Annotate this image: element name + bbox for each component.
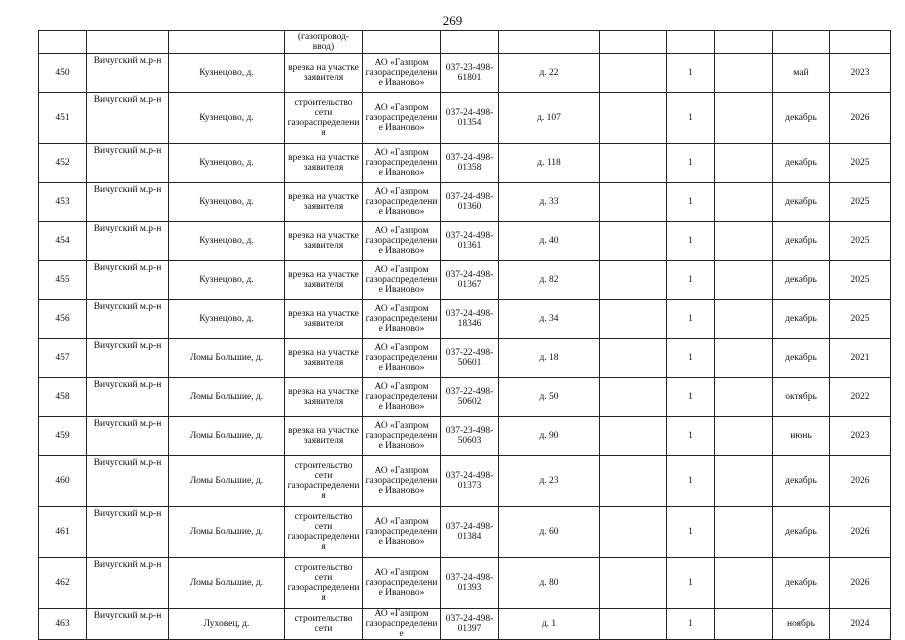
table-row (39, 261, 891, 300)
table-row (39, 93, 891, 144)
cell-org: АО «Газпром газораспределение Иваново» (363, 339, 441, 378)
cell-month: декабрь (773, 339, 830, 378)
cell-code: 037-23-498-50603 (441, 417, 499, 456)
cell-no: 459 (39, 417, 87, 456)
cell-org: АО «Газпром газораспределение Иваново» (363, 54, 441, 93)
cell-no: 451 (39, 93, 87, 144)
cell-house: д. 118 (499, 144, 600, 183)
cell-year: 2026 (830, 558, 891, 609)
cell-no: 460 (39, 456, 87, 507)
cell-year: 2022 (830, 378, 891, 417)
table-row (39, 339, 891, 378)
cell-house: д. 60 (499, 507, 600, 558)
cell-house: д. 40 (499, 222, 600, 261)
cell-empty (600, 54, 667, 93)
cell-month (773, 31, 830, 54)
cell-empty (715, 456, 773, 507)
cell-empty (715, 31, 773, 54)
cell-house: д. 33 (499, 183, 600, 222)
cell-empty (600, 183, 667, 222)
cell-work: врезка на участке заявителя (285, 339, 363, 378)
cell-locality: Ломы Большие, д. (169, 378, 285, 417)
cell-work: врезка на участке заявителя (285, 300, 363, 339)
cell-district: Вичугский м.р-н (87, 300, 169, 339)
cell-month: декабрь (773, 300, 830, 339)
cell-empty (600, 609, 667, 640)
cell-year: 2025 (830, 144, 891, 183)
cell-year: 2021 (830, 339, 891, 378)
cell-no: 456 (39, 300, 87, 339)
cell-org: АО «Газпром газораспределение Иваново» (363, 222, 441, 261)
cell-empty (715, 222, 773, 261)
cell-code: 037-24-498-01354 (441, 93, 499, 144)
cell-qty (667, 31, 715, 54)
cell-qty: 1 (667, 558, 715, 609)
cell-code: 037-24-498-01361 (441, 222, 499, 261)
cell-locality: Кузнецово, д. (169, 183, 285, 222)
cell-locality: Кузнецово, д. (169, 54, 285, 93)
cell-work: врезка на участке заявителя (285, 261, 363, 300)
cell-empty (715, 183, 773, 222)
cell-org: АО «Газпром газораспределение Иваново» (363, 507, 441, 558)
cell-locality (169, 31, 285, 54)
cell-org: АО «Газпром газораспределение Иваново» (363, 456, 441, 507)
cell-month: июнь (773, 417, 830, 456)
cell-no: 458 (39, 378, 87, 417)
cell-org: АО «Газпром газораспределение Иваново» (363, 93, 441, 144)
cell-empty (600, 417, 667, 456)
cell-district: Вичугский м.р-н (87, 261, 169, 300)
cell-locality: Кузнецово, д. (169, 144, 285, 183)
cell-district: Вичугский м.р-н (87, 507, 169, 558)
cell-org: АО «Газпром газораспределение Иваново» (363, 183, 441, 222)
cell-empty (715, 93, 773, 144)
cell-code: 037-24-498-01367 (441, 261, 499, 300)
cell-empty (600, 222, 667, 261)
cell-year: 2026 (830, 93, 891, 144)
cell-code: 037-22-498-50602 (441, 378, 499, 417)
cell-house: д. 23 (499, 456, 600, 507)
cell-qty: 1 (667, 144, 715, 183)
cell-month: декабрь (773, 507, 830, 558)
cell-year: 2026 (830, 456, 891, 507)
cell-locality: Кузнецово, д. (169, 300, 285, 339)
cell-work: врезка на участке заявителя (285, 183, 363, 222)
gas-connection-table (38, 30, 891, 640)
cell-month: ноябрь (773, 609, 830, 640)
cell-year: 2023 (830, 54, 891, 93)
cell-empty (600, 261, 667, 300)
cell-month: декабрь (773, 456, 830, 507)
cell-work: (газопровод- ввод) (285, 31, 363, 54)
cell-month: декабрь (773, 558, 830, 609)
cell-code: 037-23-498-61801 (441, 54, 499, 93)
table-body (39, 31, 891, 640)
cell-district: Вичугский м.р-н (87, 609, 169, 640)
cell-no: 462 (39, 558, 87, 609)
cell-qty: 1 (667, 456, 715, 507)
cell-empty (715, 417, 773, 456)
cell-district: Вичугский м.р-н (87, 456, 169, 507)
cell-district: Вичугский м.р-н (87, 378, 169, 417)
cell-org: АО «Газпром газораспределение Иваново» (363, 558, 441, 609)
cell-house: д. 50 (499, 378, 600, 417)
cell-month: май (773, 54, 830, 93)
cell-empty (715, 300, 773, 339)
cell-locality: Ломы Большие, д. (169, 339, 285, 378)
cell-empty (600, 558, 667, 609)
cell-month: декабрь (773, 144, 830, 183)
cell-org: АО «Газпром газораспределение (363, 609, 441, 640)
cell-org: АО «Газпром газораспределение Иваново» (363, 300, 441, 339)
cell-month: декабрь (773, 222, 830, 261)
cell-no: 450 (39, 54, 87, 93)
cell-district (87, 31, 169, 54)
cell-code: 037-24-498-18346 (441, 300, 499, 339)
cell-empty (715, 339, 773, 378)
cell-empty (600, 93, 667, 144)
cell-code: 037-24-498-01384 (441, 507, 499, 558)
cell-month: декабрь (773, 93, 830, 144)
cell-locality: Ломы Большие, д. (169, 558, 285, 609)
cell-qty: 1 (667, 261, 715, 300)
table-row (39, 558, 891, 609)
cell-work: строительство сети газораспределения (285, 558, 363, 609)
cell-district: Вичугский м.р-н (87, 339, 169, 378)
cell-district: Вичугский м.р-н (87, 222, 169, 261)
table-row (39, 417, 891, 456)
cell-locality: Кузнецово, д. (169, 222, 285, 261)
cell-qty: 1 (667, 378, 715, 417)
cell-empty (715, 261, 773, 300)
cell-empty (600, 31, 667, 54)
cell-year: 2025 (830, 261, 891, 300)
cell-month: декабрь (773, 261, 830, 300)
table-row (39, 144, 891, 183)
cell-empty (715, 609, 773, 640)
cell-no: 455 (39, 261, 87, 300)
cell-no: 461 (39, 507, 87, 558)
cell-year: 2023 (830, 417, 891, 456)
table-row (39, 456, 891, 507)
cell-locality: Ломы Большие, д. (169, 507, 285, 558)
cell-code (441, 31, 499, 54)
cell-no: 453 (39, 183, 87, 222)
cell-qty: 1 (667, 222, 715, 261)
cell-qty: 1 (667, 609, 715, 640)
cell-district: Вичугский м.р-н (87, 417, 169, 456)
gas-connection-table-wrap (38, 30, 891, 640)
cell-locality: Кузнецово, д. (169, 261, 285, 300)
cell-locality: Кузнецово, д. (169, 93, 285, 144)
cell-empty (715, 507, 773, 558)
cell-month: декабрь (773, 183, 830, 222)
cell-code: 037-24-498-01397 (441, 609, 499, 640)
cell-code: 037-24-498-01360 (441, 183, 499, 222)
cell-work: врезка на участке заявителя (285, 378, 363, 417)
cell-house: д. 82 (499, 261, 600, 300)
table-row (39, 609, 891, 640)
cell-year: 2025 (830, 222, 891, 261)
cell-year (830, 31, 891, 54)
cell-house: д. 22 (499, 54, 600, 93)
cell-month: октябрь (773, 378, 830, 417)
cell-work: строительство сети газораспределения (285, 507, 363, 558)
cell-no: 463 (39, 609, 87, 640)
cell-no: 457 (39, 339, 87, 378)
cell-no (39, 31, 87, 54)
table-row (39, 222, 891, 261)
cell-no: 452 (39, 144, 87, 183)
cell-empty (715, 378, 773, 417)
cell-year: 2025 (830, 183, 891, 222)
cell-empty (600, 300, 667, 339)
cell-empty (600, 144, 667, 183)
cell-org (363, 31, 441, 54)
cell-district: Вичугский м.р-н (87, 183, 169, 222)
cell-empty (715, 54, 773, 93)
table-row (39, 378, 891, 417)
cell-year: 2025 (830, 300, 891, 339)
cell-district: Вичугский м.р-н (87, 93, 169, 144)
cell-code: 037-24-498-01358 (441, 144, 499, 183)
cell-org: АО «Газпром газораспределение Иваново» (363, 144, 441, 183)
cell-empty (600, 456, 667, 507)
table-row (39, 183, 891, 222)
cell-locality: Ломы Большие, д. (169, 417, 285, 456)
cell-code: 037-24-498-01393 (441, 558, 499, 609)
cell-empty (600, 378, 667, 417)
cell-district: Вичугский м.р-н (87, 54, 169, 93)
cell-org: АО «Газпром газораспределение Иваново» (363, 417, 441, 456)
table-row (39, 54, 891, 93)
cell-house (499, 31, 600, 54)
cell-work: врезка на участке заявителя (285, 54, 363, 93)
cell-year: 2026 (830, 507, 891, 558)
cell-code: 037-24-498-01373 (441, 456, 499, 507)
cell-qty: 1 (667, 54, 715, 93)
cell-work: строительство сети газораспределения (285, 93, 363, 144)
cell-qty: 1 (667, 183, 715, 222)
cell-work: врезка на участке заявителя (285, 144, 363, 183)
cell-empty (600, 507, 667, 558)
cell-house: д. 34 (499, 300, 600, 339)
cell-qty: 1 (667, 339, 715, 378)
cell-qty: 1 (667, 507, 715, 558)
cell-house: д. 1 (499, 609, 600, 640)
cell-locality: Луховец, д. (169, 609, 285, 640)
cell-locality: Ломы Большие, д. (169, 456, 285, 507)
cell-empty (715, 144, 773, 183)
page-number: 269 (442, 13, 463, 28)
cell-qty: 1 (667, 93, 715, 144)
cell-house: д. 107 (499, 93, 600, 144)
cell-district: Вичугский м.р-н (87, 144, 169, 183)
cell-work: строительство сети газораспределения (285, 456, 363, 507)
continuation-row (39, 31, 891, 54)
cell-qty: 1 (667, 300, 715, 339)
cell-year: 2024 (830, 609, 891, 640)
cell-house: д. 80 (499, 558, 600, 609)
cell-org: АО «Газпром газораспределение Иваново» (363, 261, 441, 300)
cell-org: АО «Газпром газораспределение Иваново» (363, 378, 441, 417)
cell-work: врезка на участке заявителя (285, 222, 363, 261)
cell-no: 454 (39, 222, 87, 261)
cell-empty (600, 339, 667, 378)
table-row (39, 300, 891, 339)
cell-district: Вичугский м.р-н (87, 558, 169, 609)
cell-empty (715, 558, 773, 609)
cell-house: д. 18 (499, 339, 600, 378)
table-row (39, 507, 891, 558)
cell-house: д. 90 (499, 417, 600, 456)
cell-qty: 1 (667, 417, 715, 456)
cell-code: 037-22-498-50601 (441, 339, 499, 378)
cell-work: строительство сети (285, 609, 363, 640)
cell-work: врезка на участке заявителя (285, 417, 363, 456)
